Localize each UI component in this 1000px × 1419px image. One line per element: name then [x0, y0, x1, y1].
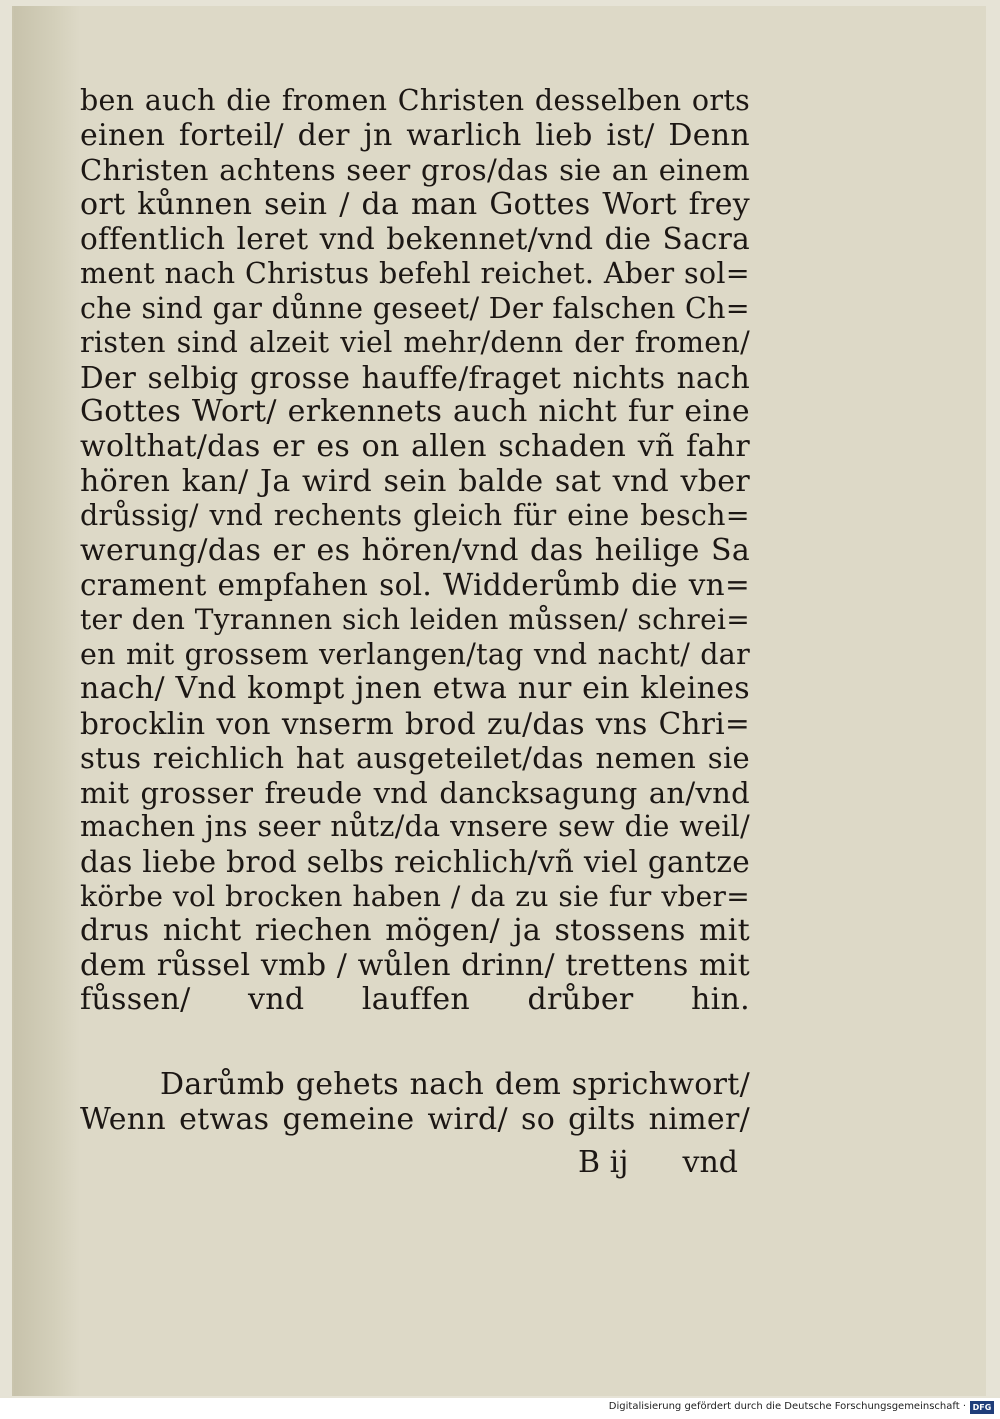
text-line: dem růssel vmb / wůlen drinn/ trettens mit: [80, 947, 750, 983]
text-line: stus reichlich hat ausgeteilet/das nemen sie: [80, 741, 750, 776]
text-line: ort kůnnen sein / da man Gottes Wort frey: [80, 186, 750, 222]
text-line: drus nicht riechen mögen/ ja stossens mit: [80, 913, 750, 949]
text-line: risten sind alzeit viel mehr/denn der fromen/: [80, 326, 750, 360]
text-line: ment nach Christus befehl reichet. Aber sol=: [80, 256, 750, 290]
signature-mark: B ij: [578, 1145, 629, 1180]
text-line: nach/ Vnd kompt jnen etwa nur ein kleines: [80, 671, 750, 707]
text-line: einen forteil/ der jn warlich lieb ist/ Denn: [80, 117, 750, 153]
digitization-credit: Digitalisierung gefördert durch die Deutsche Forschungsgemeinschaft ·: [608, 1401, 966, 1412]
text-line: Darůmb gehets nach dem sprichwort/: [160, 1067, 750, 1102]
text-line: che sind gar důnne geseet/ Der falschen Ch=: [80, 291, 750, 325]
text-line: drůssig/ vnd rechents gleich für eine besch=: [80, 499, 750, 533]
text-line: ter den Tyrannen sich leiden můssen/ schrei=: [80, 602, 750, 636]
text-line: en mit grossem verlangen/tag vnd nacht/ dar: [80, 637, 750, 671]
text-line: Der selbig grosse hauffe/fraget nichts nach: [80, 360, 750, 395]
catchword: vnd: [682, 1145, 738, 1180]
second-paragraph: [80, 1068, 750, 1137]
text-line: mit grosser freude vnd dancksagung an/vnd: [80, 775, 750, 810]
text-line: brocklin von vnserm brod zu/das vns Chri=: [80, 706, 750, 741]
text-line: das liebe brod selbs reichlich/vñ viel gantze: [80, 845, 750, 880]
credit-bar: [0, 1398, 1000, 1419]
page-footer: [80, 1145, 750, 1179]
text-line: fůssen/ vnd lauffen drůber hin.: [80, 982, 750, 1018]
text-line: crament empfahen sol. Widderůmb die vn=: [80, 568, 750, 603]
page-gutter: [14, 6, 80, 1396]
dfg-logo-icon: DFG: [970, 1401, 994, 1414]
text-line: werung/das er es hören/vnd das heilige Sa: [80, 532, 750, 568]
text-line: hören kan/ Ja wird sein balde sat vnd vber: [80, 463, 750, 499]
text-line: Wenn etwas gemeine wird/ so gilts nimer/: [80, 1101, 750, 1137]
text-line: machen jns seer nůtz/da vnsere sew die weil/: [80, 810, 750, 844]
text-line: Christen achtens seer gros/das sie an einem: [80, 153, 750, 188]
text-line: Gottes Wort/ erkennets auch nicht fur eine: [80, 394, 750, 430]
text-line: wolthat/das er es on allen schaden vñ fahr: [80, 428, 750, 464]
text-line: körbe vol brocken haben / da zu sie fur vber=: [80, 879, 750, 913]
main-paragraph: [80, 84, 750, 1018]
text-line: ben auch die fromen Christen desselben orts: [80, 84, 750, 117]
text-line: offentlich leret vnd bekennet/vnd die Sacra: [80, 222, 750, 257]
